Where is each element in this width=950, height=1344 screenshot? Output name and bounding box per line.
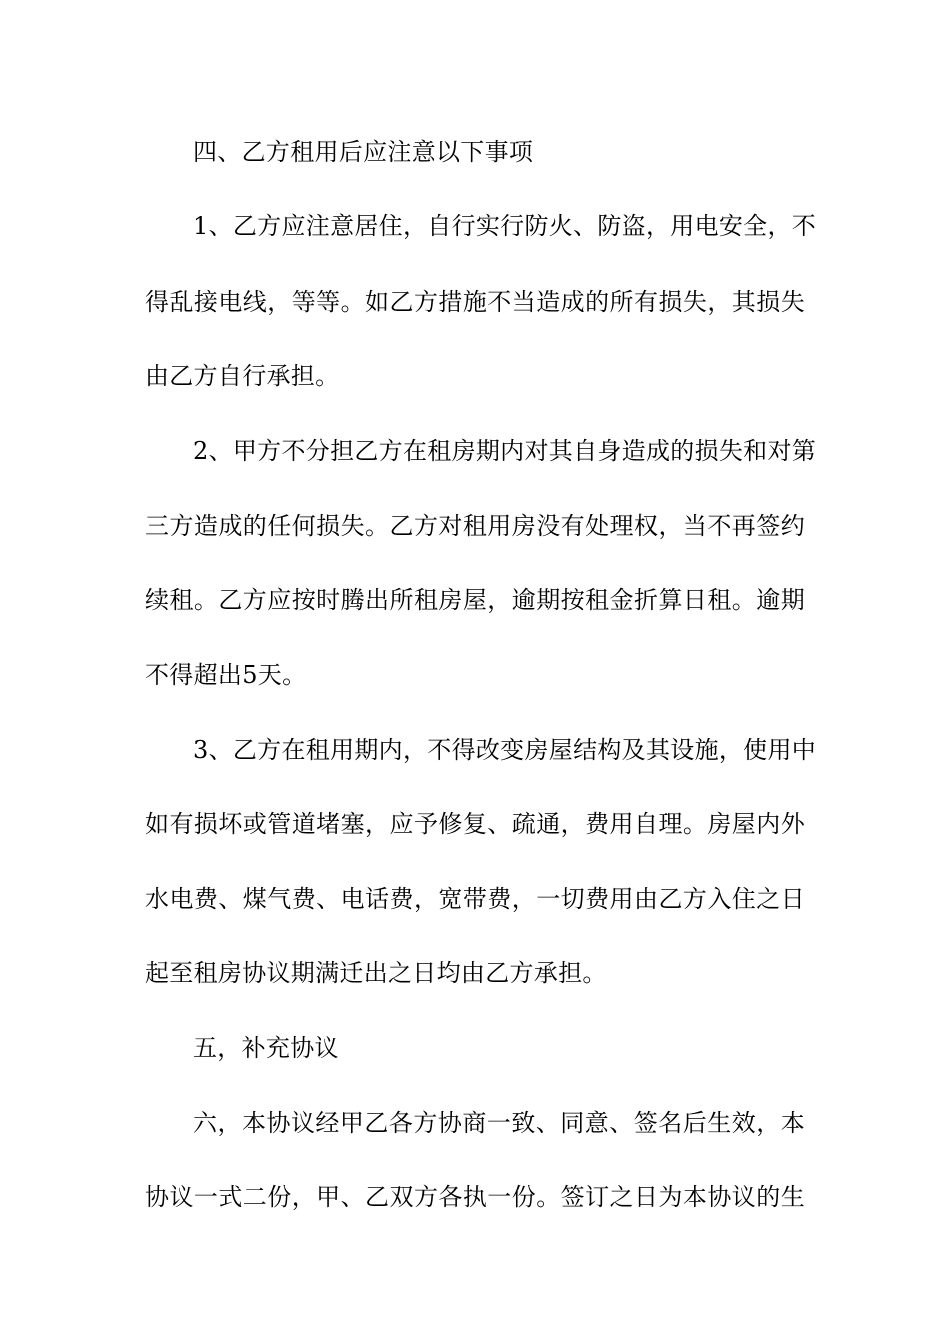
clause-1-line-1: 1、乙方应注意居住，自行实行防火、防盗，用电安全，不 <box>193 212 817 240</box>
section-heading-5: 五，补充协议 <box>193 1034 339 1062</box>
clause-2-line-4: 不得超出5天。 <box>145 661 307 689</box>
section-heading-4: 四、乙方租用后应注意以下事项 <box>193 138 534 166</box>
clause-1-line-2: 得乱接电线，等等。如乙方措施不当造成的所有损失，其损失 <box>145 288 805 316</box>
clause-3-line-2: 如有损坏或管道堵塞，应予修复、疏通，费用自理。房屋内外 <box>145 810 805 838</box>
clause-2-line-3: 续租。乙方应按时腾出所租房屋，逾期按租金折算日租。逾期 <box>145 586 805 614</box>
clause-2-line-2: 三方造成的任何损失。乙方对租用房没有处理权，当不再签约 <box>145 512 805 540</box>
clause-2-line-1: 2、甲方不分担乙方在租房期内对其自身造成的损失和对第 <box>193 437 817 465</box>
clause-3-line-3: 水电费、煤气费、电话费，宽带费，一切费用由乙方入住之日 <box>145 885 805 913</box>
section-6-line-1: 六，本协议经甲乙各方协商一致、同意、签名后生效，本 <box>193 1109 805 1137</box>
clause-1-line-3: 由乙方自行承担。 <box>145 362 340 390</box>
clause-3-line-1: 3、乙方在租用期内，不得改变房屋结构及其设施，使用中 <box>193 736 817 764</box>
clause-3-line-4: 起至租房协议期满迁出之日均由乙方承担。 <box>145 959 607 987</box>
section-6-line-2: 协议一式二份，甲、乙双方各执一份。签订之日为本协议的生 <box>145 1183 805 1211</box>
